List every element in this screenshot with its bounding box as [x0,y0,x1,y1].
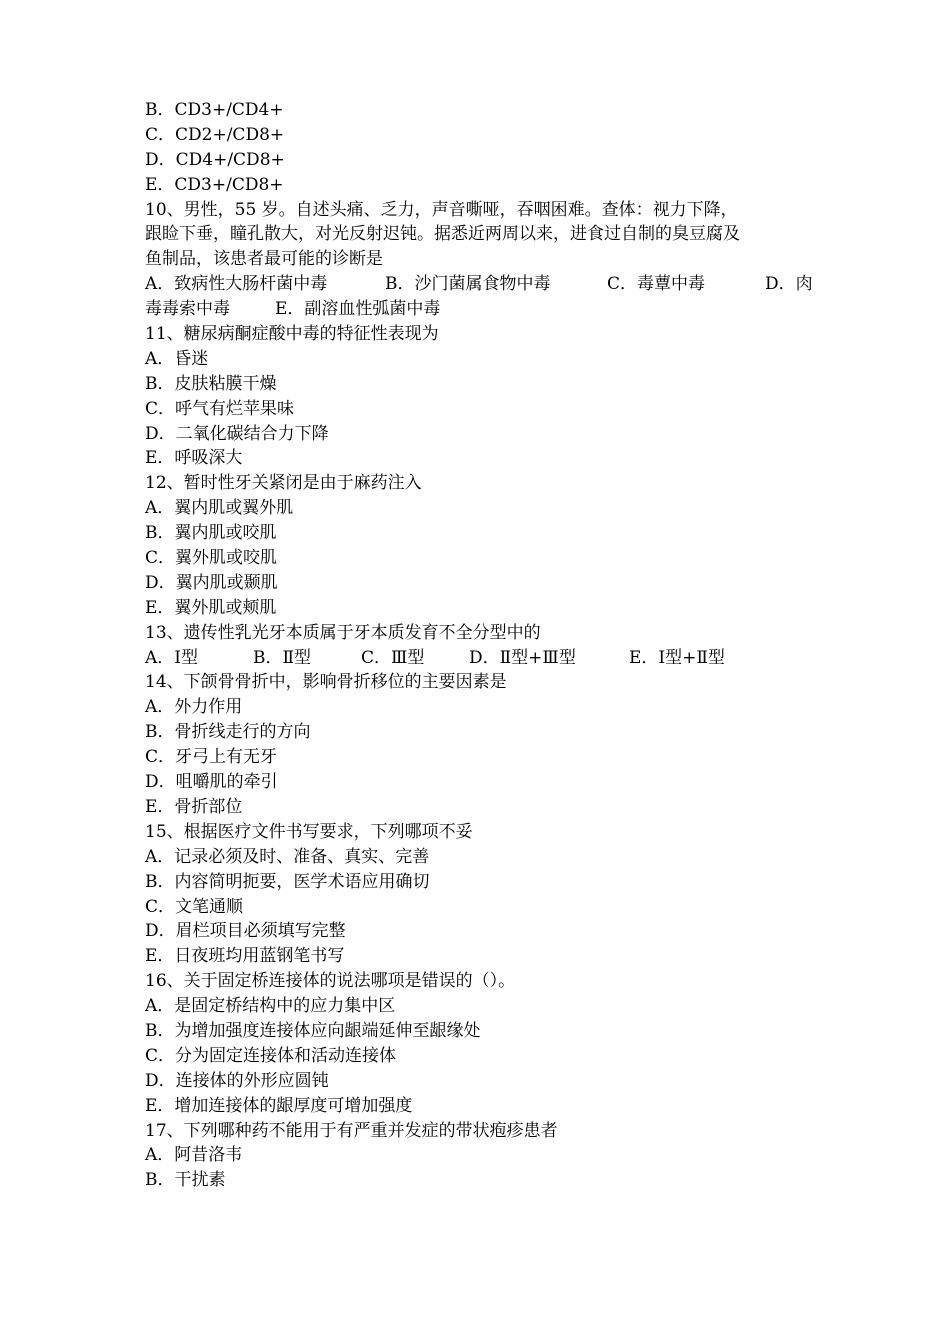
q10-option-d-cont: 毒毒索中毒 [145,299,230,320]
q15-option-a: A．记录必须及时、准备、真实、完善 [145,846,430,867]
q10-stem-line-3: 鱼制品，该患者最可能的诊断是 [145,249,383,270]
q12-option-c: C．翼外肌或咬肌 [145,548,278,569]
q14-option-e: E．骨折部位 [145,796,243,817]
q15-option-e: E．日夜班均用蓝钢笔书写 [145,946,345,967]
q10-stem-line-2: 跟睑下垂，瞳孔散大，对光反射迟钝。据悉近两周以来，进食过自制的臭豆腐及 [145,224,740,245]
q12-option-e: E．翼外肌或颊肌 [145,597,277,618]
q10-option-b: B．沙门菌属食物中毒 [385,274,551,295]
q11-option-d: D．二氧化碳结合力下降 [145,423,329,444]
q11-option-c: C．呼气有烂苹果味 [145,398,295,419]
q13-option-b: B．Ⅱ型 [253,647,312,668]
q10-options-line-2 [145,297,815,322]
q16-option-b: B．为增加强度连接体应向龈端延伸至龈缘处 [145,1020,481,1041]
q10-option-d: D．肉 [765,274,813,295]
q14-stem: 14、下颌骨骨折中，影响骨折移位的主要因素是 [145,672,507,693]
q16-stem: 16、关于固定桥连接体的说法哪项是错误的（）。 [145,971,516,992]
q16-option-a: A．是固定桥结构中的应力集中区 [145,996,396,1017]
q16-option-d: D．连接体的外形应圆钝 [145,1070,329,1091]
q9-option-e: E．CD3+/CD8+ [145,174,284,195]
q15-option-d: D．眉栏项目必须填写完整 [145,921,346,942]
q13-option-e: E．Ⅰ型+Ⅱ型 [629,647,725,668]
q9-option-c: C．CD2+/CD8+ [145,124,285,145]
q15-stem: 15、根据医疗文件书写要求，下列哪项不妥 [145,821,473,842]
q10-options-line-1 [145,272,815,297]
q12-option-b: B．翼内肌或咬肌 [145,523,277,544]
q17-option-a: A．阿昔洛韦 [145,1145,243,1166]
q13-option-a: A．Ⅰ型 [145,647,198,668]
q13-stem: 13、遗传性乳光牙本质属于牙本质发育不全分型中的 [145,622,541,643]
q16-option-e: E．增加连接体的龈厚度可增加强度 [145,1095,413,1116]
q11-option-e: E．呼吸深大 [145,448,243,469]
q12-option-d: D．翼内肌或颞肌 [145,572,278,593]
q10-option-e: E．副溶血性弧菌中毒 [275,299,441,320]
q10-option-c: C．毒蕈中毒 [607,274,706,295]
q9-option-b: B．CD3+/CD4+ [145,100,284,120]
q15-option-b: B．内容简明扼要，医学术语应用确切 [145,871,430,892]
q13-option-c: C．Ⅲ型 [361,647,425,668]
q17-stem: 17、下列哪种药不能用于有严重并发症的带状疱疹患者 [145,1120,558,1141]
q14-option-d: D．咀嚼肌的牵引 [145,772,278,793]
q11-option-b: B．皮肤粘膜干燥 [145,373,277,394]
q10-option-a: A．致病性大肠杆菌中毒 [145,274,328,295]
q12-option-a: A．翼内肌或翼外肌 [145,498,294,519]
q12-stem: 12、暂时性牙关紧闭是由于麻药注入 [145,473,422,494]
q11-option-a: A．昏迷 [145,348,209,369]
q11-stem: 11、糖尿病酮症酸中毒的特征性表现为 [145,324,439,345]
q10-stem-line-1: 10、男性，55 岁。自述头痛、乏力，声音嘶哑，吞咽困难。查体：视力下降， [145,199,738,220]
q17-option-b: B．干扰素 [145,1170,226,1191]
q14-option-b: B．骨折线走行的方向 [145,722,311,743]
q13-options-line [145,646,815,671]
q15-option-c: C．文笔通顺 [145,896,244,917]
q9-option-d: D．CD4+/CD8+ [145,149,285,170]
q16-option-c: C．分为固定连接体和活动连接体 [145,1045,397,1066]
q14-option-c: C．牙弓上有无牙 [145,747,278,768]
q14-option-a: A．外力作用 [145,697,243,718]
document-page [145,98,815,1193]
q13-option-d: D．Ⅱ型+Ⅲ型 [469,647,576,668]
